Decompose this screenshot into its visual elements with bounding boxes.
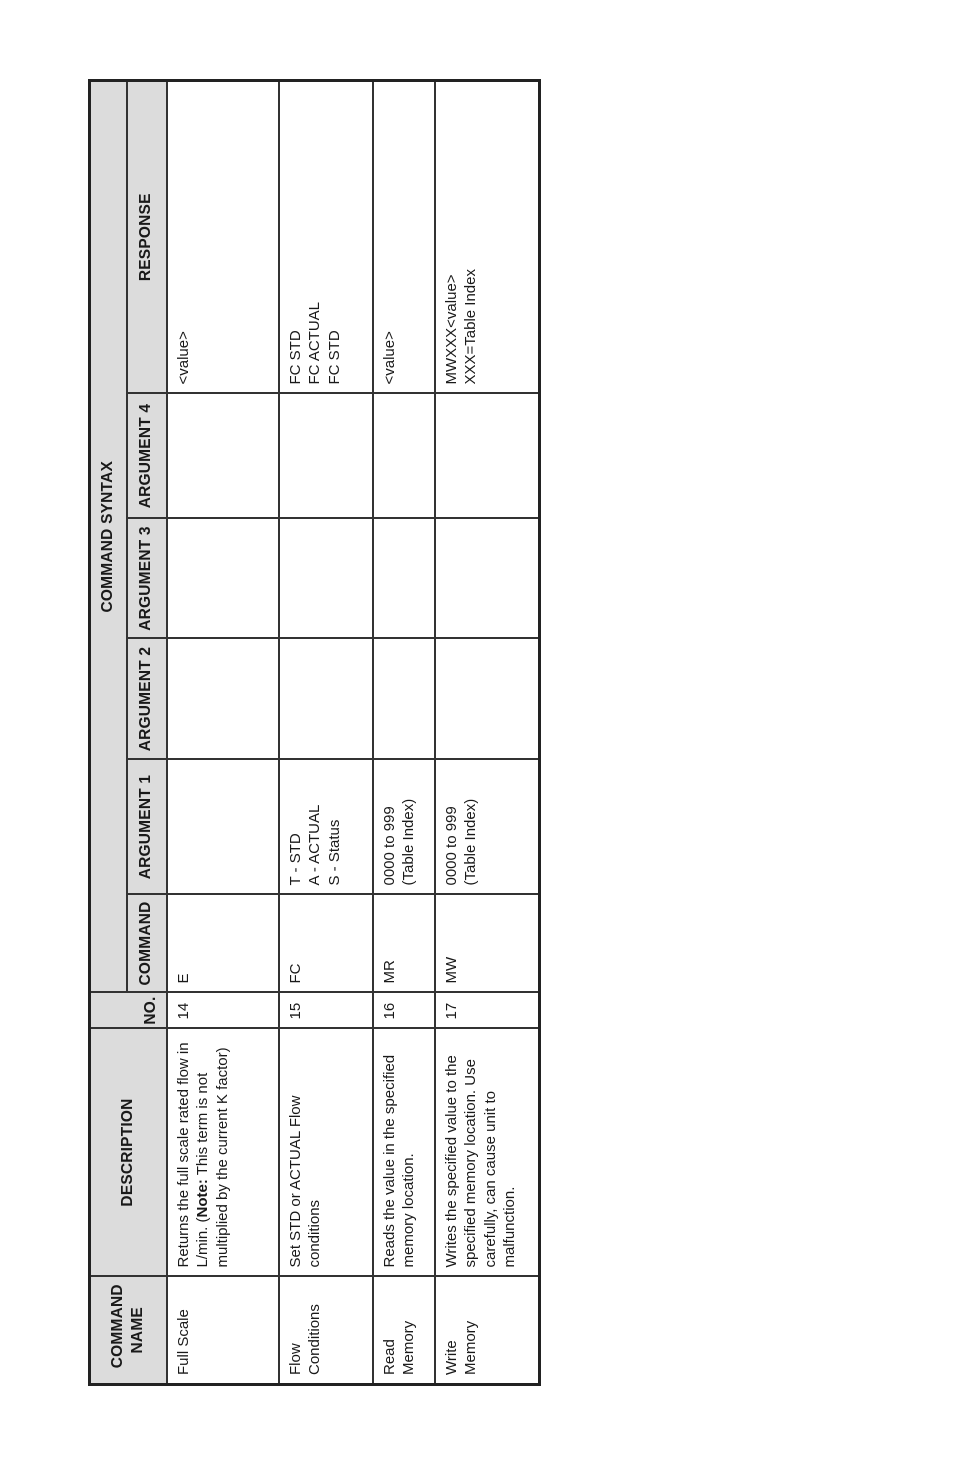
cell-response: FC STD FC ACTUAL FC STD xyxy=(279,80,373,393)
cell-response: <value> xyxy=(167,80,279,393)
cell-description: Returns the full scale rated flow in L/min. (Note: This term is not multiplied by the current K factor) xyxy=(167,1029,279,1277)
cell-argument-2 xyxy=(167,639,279,760)
cell-description: Set STD or ACTUAL Flow conditions xyxy=(279,1029,373,1277)
cell-response: MWXXX<value> XXX=Table Index xyxy=(435,80,540,393)
cell-argument-1: T - STD A - ACTUAL S - Status xyxy=(279,760,373,895)
cell-argument-4 xyxy=(373,394,435,519)
cell-response: <value> xyxy=(373,80,435,393)
cell-command: MW xyxy=(435,895,540,993)
header-argument-2: ARGUMENT 2 xyxy=(127,639,167,760)
header-argument-3: ARGUMENT 3 xyxy=(127,519,167,639)
cell-command-name: Write Memory xyxy=(435,1277,540,1385)
cell-description: Reads the value in the specified memory location. xyxy=(373,1029,435,1277)
cell-argument-4 xyxy=(167,394,279,519)
table-row xyxy=(435,80,540,1384)
header-response: RESPONSE xyxy=(127,80,167,393)
cell-command: FC xyxy=(279,895,373,993)
cell-command-name: Full Scale xyxy=(167,1277,279,1385)
header-command: COMMAND xyxy=(127,895,167,993)
note-label: Note: xyxy=(194,1179,211,1218)
cell-argument-1 xyxy=(167,760,279,895)
cell-description: Writes the specified value to the specified memory location. Use carefully, can cause unit to malfunction. xyxy=(435,1029,540,1277)
cell-argument-2 xyxy=(435,639,540,760)
cell-no: 17 xyxy=(435,993,540,1029)
cell-argument-4 xyxy=(279,394,373,519)
table-row xyxy=(373,80,435,1384)
cell-argument-3 xyxy=(167,519,279,639)
cell-command-name: Flow Conditions xyxy=(279,1277,373,1385)
cell-argument-1: 0000 to 999 (Table Index) xyxy=(435,760,540,895)
table-row xyxy=(279,80,373,1384)
header-command-syntax: COMMAND SYNTAX xyxy=(90,80,127,992)
cell-command: E xyxy=(167,895,279,993)
cell-argument-1: 0000 to 999 (Table Index) xyxy=(373,760,435,895)
header-no: NO. xyxy=(90,993,167,1029)
header-argument-4: ARGUMENT 4 xyxy=(127,394,167,519)
cell-no: 15 xyxy=(279,993,373,1029)
cell-argument-2 xyxy=(279,639,373,760)
header-description: DESCRIPTION xyxy=(90,1029,167,1277)
cell-argument-4 xyxy=(435,394,540,519)
header-argument-1: ARGUMENT 1 xyxy=(127,760,167,895)
cell-argument-3 xyxy=(373,519,435,639)
cell-command: MR xyxy=(373,895,435,993)
cell-no: 16 xyxy=(373,993,435,1029)
header-command-name: COMMAND NAME xyxy=(90,1277,167,1385)
cell-argument-3 xyxy=(279,519,373,639)
rotated-table-wrapper xyxy=(88,82,538,1386)
table-row xyxy=(167,80,279,1384)
cell-argument-2 xyxy=(373,639,435,760)
cell-no: 14 xyxy=(167,993,279,1029)
cell-argument-3 xyxy=(435,519,540,639)
command-table xyxy=(88,79,541,1386)
cell-command-name: Read Memory xyxy=(373,1277,435,1385)
